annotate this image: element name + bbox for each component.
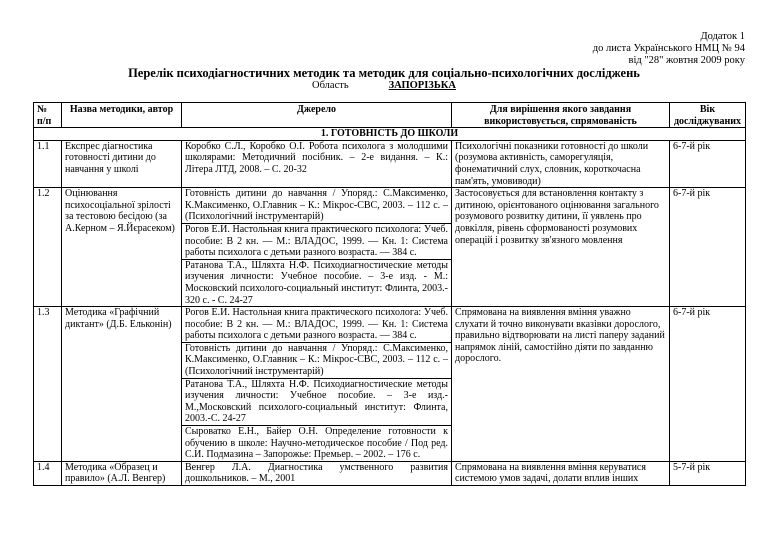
region-label: Область — [312, 80, 349, 91]
col-header-num-a: № — [37, 104, 48, 115]
age-cell: 6-7-й рік — [670, 188, 746, 307]
table-header-row — [34, 103, 746, 128]
source-cell: Готовність дитини до навчання / Упоряд.: С.Максименко, К.Максименко, О.Главник – К.: Мікрос-СВС, 2003. – 112 с. – (Психологічний інструментарій) — [182, 188, 452, 224]
age-cell: 6-7-й рік — [670, 307, 746, 462]
col-header-purpose-b: використовується, спрямованість — [484, 115, 637, 127]
purpose-cell: Спрямована на виявлення вміння уважно слухати й точно виконувати вказівки дорослого, правильно відтворювати на листі паперу заданий напрямок ліній, самостійно діяти по завданню дорослого. — [452, 307, 670, 462]
annex-label: Додаток 1 — [700, 31, 745, 42]
letter-reference: до листа Українського НМЦ № 94 — [592, 43, 745, 54]
table-row — [34, 140, 746, 187]
region-line — [0, 80, 768, 92]
letter-date: від "28" жовтня 2009 року — [628, 55, 745, 66]
row-number: 1.2 — [34, 188, 62, 307]
section-row — [34, 128, 746, 141]
source-cell: Коробко С.Л., Коробко О.І. Робота психолога з молодшими школярами: Методичний посібник. – 2-е видання. – К.: Літера ЛТД, 2008. – С. 20-32 — [182, 140, 452, 187]
col-header-num-b: п/п — [37, 115, 52, 127]
methods-table — [33, 102, 746, 486]
region-value: ЗАПОРІЗЬКА — [388, 80, 456, 91]
purpose-cell: Застосовується для встановлення контакту з дитиною, орієнтованого оцінювання загального розумового розвитку дитини, її уявлень про довкілля, рівень сформованості розумових операцій і розвитку зв'язного мовлення — [452, 188, 670, 307]
col-header-name: Назва методики, автор — [62, 103, 182, 128]
col-header-age-b: досліджуваних — [673, 115, 742, 127]
row-number: 1.3 — [34, 307, 62, 462]
source-cell: Сыроватко Е.Н., Байер О.Н. Определение готовности к обучению в школе: Научно-методическое пособие / Под ред. С.И. Подмазина – Запорожье: Премьер. – 2002. – 176 с. — [182, 426, 452, 462]
col-header-num — [34, 103, 62, 128]
method-name: Оцінювання психосоціальної зрілості за тестовою бесідою (за А.Керном – Я.Йєрасеком) — [62, 188, 182, 307]
table-row — [34, 307, 746, 343]
method-name: Методика «Графічний диктант» (Д.Б. Ельконін) — [62, 307, 182, 462]
document-title: Перелік психодіагностичних методик та методик для соціально-психологічних досліджень — [128, 66, 640, 80]
purpose-cell: Спрямована на виявлення вміння керуватися системою умов задачі, долати вплив інших — [452, 461, 670, 485]
row-number: 1.1 — [34, 140, 62, 187]
age-cell: 6-7-й рік — [670, 140, 746, 187]
source-cell: Рогов Е.И. Настольная книга практического психолога: Учеб. пособие: В 2 кн. — М.: ВЛАДОС, 1999. — Кн. 1: Система работы психолога с детьми разного возраста. — 384 с. — [182, 307, 452, 343]
source-cell: Рогов Е.И. Настольная книга практического психолога: Учеб. пособие: В 2 кн. — М.: ВЛАДОС, 1999. — Кн. 1: Система работы психолога с детьми разного возраста. — 384 с. — [182, 223, 452, 259]
col-header-age — [670, 103, 746, 128]
col-header-purpose-a: Для вирішення якого завдання — [489, 104, 632, 115]
row-number: 1.4 — [34, 461, 62, 485]
source-cell: Готовність дитини до навчання / Упоряд.: С.Максименко, К.Максименко, О.Главник – К.: Мікрос-СВС, 2003. – 112 с. – (Психологічний інструментарій) — [182, 342, 452, 378]
source-cell: Венгер Л.А. Диагностика умственного развития дошкольников. – М., 2001 — [182, 461, 452, 485]
age-cell: 5-7-й рік — [670, 461, 746, 485]
table-row — [34, 461, 746, 485]
purpose-cell: Психологічні показники готовності до школи (розумова активність, саморегуляція, фонематичний слух, словник, короткочасна пам'ять, умовиводи) — [452, 140, 670, 187]
col-header-age-a: Вік — [699, 104, 716, 115]
source-cell: Ратанова Т.А., Шляхта Н.Ф. Психодиагностические методы изучения личности: Учебное пособие. – 3-е изд.- М.,Московский психолого-социальный институт: Флинта, 2003.-С. 24-27 — [182, 378, 452, 425]
source-cell: Ратанова Т.А., Шляхта Н.Ф. Психодиагностические методы изучения личности: Учебное пособие. – 3-е изд. - М.: Московский психолого-социальный институт: Флинта, 2003.- 320 с. - С. 24-27 — [182, 259, 452, 306]
col-header-purpose — [452, 103, 670, 128]
col-header-source: Джерело — [182, 103, 452, 128]
method-name: Експрес діагностика готовності дитини до навчання у школі — [62, 140, 182, 187]
table-row — [34, 188, 746, 224]
section-title: 1. ГОТОВНІСТЬ ДО ШКОЛИ — [34, 128, 746, 141]
method-name: Методика «Образец и правило» (А.Л. Венгер) — [62, 461, 182, 485]
